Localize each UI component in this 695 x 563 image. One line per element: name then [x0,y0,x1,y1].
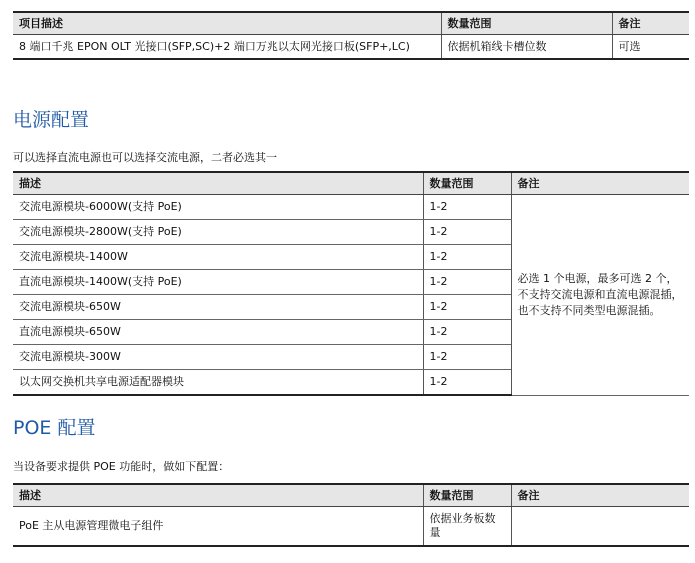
header-item-description: 项目描述 [13,12,441,35]
cell-description: 交流电源模块-1400W [13,245,423,270]
cell-quantity: 1-2 [423,220,511,245]
cell-description: PoE 主从电源管理微电子组件 [13,507,423,547]
header-remark: 备注 [612,12,689,35]
header-description: 描述 [13,172,423,195]
cell-quantity: 1-2 [423,270,511,295]
poe-table [13,483,689,547]
table-row [13,507,689,547]
cell-quantity: 1-2 [423,345,511,370]
power-intro-text: 可以选择直流电源也可以选择交流电源，二者必选其一 [13,151,277,164]
cell-description: 直流电源模块-1400W(支持 PoE) [13,270,423,295]
poe-section-title: POE 配置 [13,417,96,439]
header-quantity-range: 数量范围 [423,484,511,507]
cell-quantity: 1-2 [423,370,511,396]
cell-quantity: 依据业务板数量 [423,507,511,547]
power-table [13,171,689,396]
cell-remark: 可选 [612,35,689,60]
header-remark: 备注 [511,484,689,507]
cell-description: 以太网交换机共享电源适配器模块 [13,370,423,396]
header-quantity-range: 数量范围 [441,12,612,35]
header-quantity-range: 数量范围 [423,172,511,195]
cell-description: 8 端口千兆 EPON OLT 光接口(SFP,SC)+2 端口万兆以太网光接口板(SFP+,LC) [13,35,441,60]
cell-quantity: 1-2 [423,295,511,320]
poe-intro-text: 当设备要求提供 POE 功能时，做如下配置： [13,460,230,473]
cell-description: 交流电源模块-650W [13,295,423,320]
header-description: 描述 [13,484,423,507]
table-header-row [13,172,689,195]
table-row [13,195,689,220]
board-table [13,11,689,60]
cell-description: 直流电源模块-650W [13,320,423,345]
cell-quantity: 1-2 [423,195,511,220]
table-row [13,35,689,60]
cell-description: 交流电源模块-300W [13,345,423,370]
header-remark: 备注 [511,172,689,195]
table-header-row [13,12,689,35]
cell-remark [511,507,689,547]
cell-description: 交流电源模块-2800W(支持 PoE) [13,220,423,245]
cell-quantity: 1-2 [423,245,511,270]
cell-quantity: 依据机箱线卡槽位数 [441,35,612,60]
cell-quantity: 1-2 [423,320,511,345]
cell-description: 交流电源模块-6000W(支持 PoE) [13,195,423,220]
table-header-row [13,484,689,507]
cell-power-note: 必选 1 个电源，最多可选 2 个，不支持交流电源和直流电源混插，也不支持不同类型电源混插。 [511,195,689,396]
power-section-title: 电源配置 [13,109,90,131]
